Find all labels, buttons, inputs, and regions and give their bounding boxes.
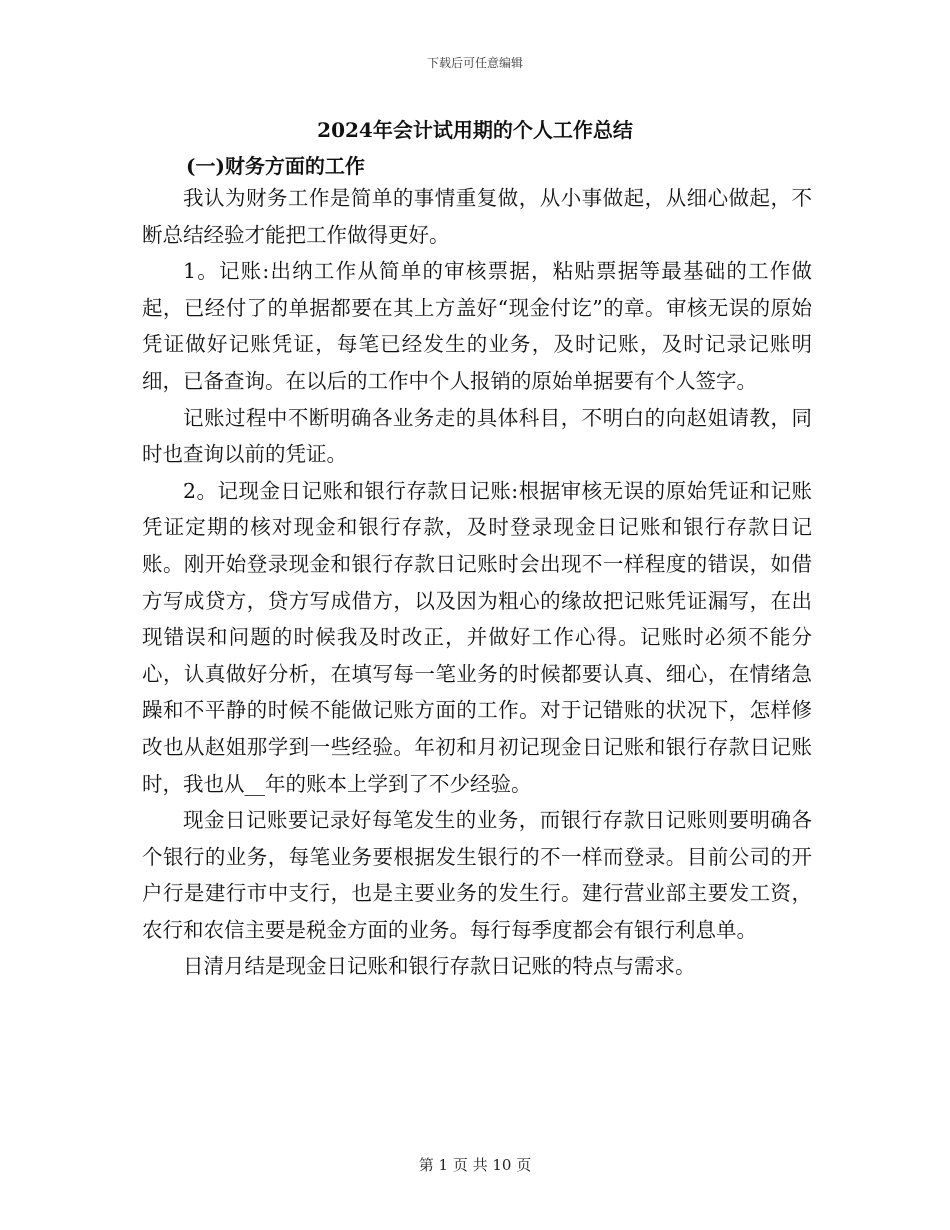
- paragraph: 日清月结是现金日记账和银行存款日记账的特点与需求。: [183, 954, 696, 979]
- header-note: 下载后可任意编辑: [426, 56, 523, 70]
- paragraph: 我认为财务工作是简单的事情重复做，从小事做起，从细心做起，不断总结经验才能把工作做得更好。: [142, 186, 812, 247]
- paragraph: 现金日记账要记录好每笔发生的业务，而银行存款日记账则要明确各个银行的业务，每笔业务要根据发生银行的不一样而登录。目前公司的开户行是建行市中支行，也是主要业务的发生行。建行营业部主要发工资，农行和农信主要是税金方面的业务。每行每季度都会有银行利息单。: [142, 808, 812, 942]
- paragraph: 1。记账:出纳工作从简单的审核票据，粘贴票据等最基础的工作做起，已经付了的单据都要在其上方盖好“现金付讫”的章。审核无误的原始凭证做好记账凭证，每笔已经发生的业务，及时记账，及时记录记账明细，已备查询。在以后的工作中个人报销的原始单据要有个人签字。: [142, 259, 812, 393]
- document-title: 2024年会计试用期的个人工作总结: [317, 118, 633, 142]
- document-body: [142, 180, 812, 985]
- paragraph: 2。记现金日记账和银行存款日记账:根据审核无误的原始凭证和记账凭证定期的核对现金和银行存款，及时登录现金日记账和银行存款日记账。刚开始登录现金和银行存款日记账时会出现不一样程度的错误，如借方写成贷方，贷方写成借方，以及因为粗心的缘故把记账凭证漏写，在出现错误和问题的时候我及时改正，并做好工作心得。记账时必须不能分心，认真做好分析，在填写每一笔业务的时候都要认真、细心，在情绪急躁和不平静的时候不能做记账方面的工作。对于记错账的状况下，怎样修改也从赵姐那学到一些经验。年初和月初记现金日记账和银行存款日记账时，我也从__年的账本上学到了不少经验。: [142, 478, 812, 796]
- page-number: 第 1 页 共 10 页: [418, 1156, 532, 1174]
- paragraph: 记账过程中不断明确各业务走的具体科目，不明白的向赵姐请教，同时也查询以前的凭证。: [142, 405, 812, 467]
- section-heading: (一)财务方面的工作: [186, 154, 365, 178]
